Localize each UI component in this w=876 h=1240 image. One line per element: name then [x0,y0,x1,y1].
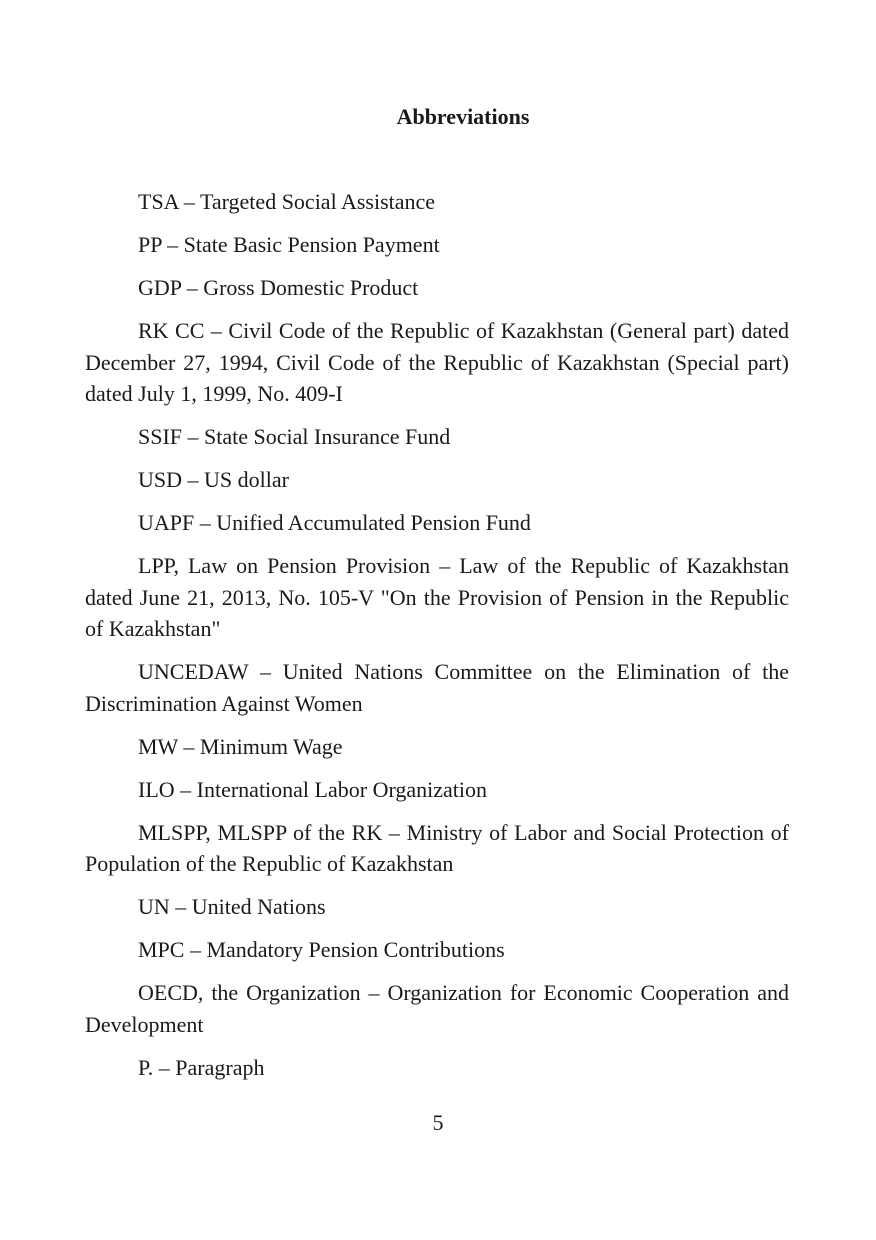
abbreviation-entry-ilo: ILO – International Labor Organization [138,776,488,802]
abbreviation-entry-rk-cc: RK CC – Civil Code of the Republic of Kazakhstan (General part) dated December 27, 1994, Civil Code of the Republic of Kazakhstan (Special part) dated July 1, 1999, No. 409-I [85,318,789,406]
abbreviation-entry-un: UN – United Nations [138,894,326,919]
abbreviation-entry-mpc: MPC – Mandatory Pension Contributions [138,937,505,962]
abbreviation-entry-usd: USD – US dollar [138,467,289,492]
abbreviation-entry-lpp: LPP, Law on Pension Provision – Law of the Republic of Kazakhstan dated June 21, 2013, No. 105-V "On the Provision of Pension in the Republic of Kazakhstan" [85,553,789,641]
abbreviation-entry-gdp: GDP – Gross Domestic Product [138,275,419,300]
abbreviation-entry-uncedaw: UNCEDAW – United Nations Committee on the Elimination of the Discrimination Against Women [85,659,789,716]
abbreviation-entry-tsa: TSA – Targeted Social Assistance [138,189,436,214]
abbreviation-entry-oecd: OECD, the Organization – Organization for Economic Cooperation and Development [85,980,789,1037]
abbreviation-entry-mlspp: MLSPP, MLSPP of the RK – Ministry of Labor and Social Protection of Population of the Republic of Kazakhstan [85,819,789,876]
abbreviation-entry-uapf: UAPF – Unified Accumulated Pension Fund [138,510,531,535]
abbreviation-entry-ssif: SSIF – State Social Insurance Fund [138,424,451,449]
abbreviation-list [85,186,789,1095]
abbreviation-entry-mw: MW – Minimum Wage [138,733,343,759]
page-number: 5 [432,1110,444,1135]
abbreviation-entry-p: P. – Paragraph [138,1054,265,1080]
page-title: Abbreviations [396,104,530,129]
abbreviation-entry-pp: PP – State Basic Pension Payment [138,232,440,257]
